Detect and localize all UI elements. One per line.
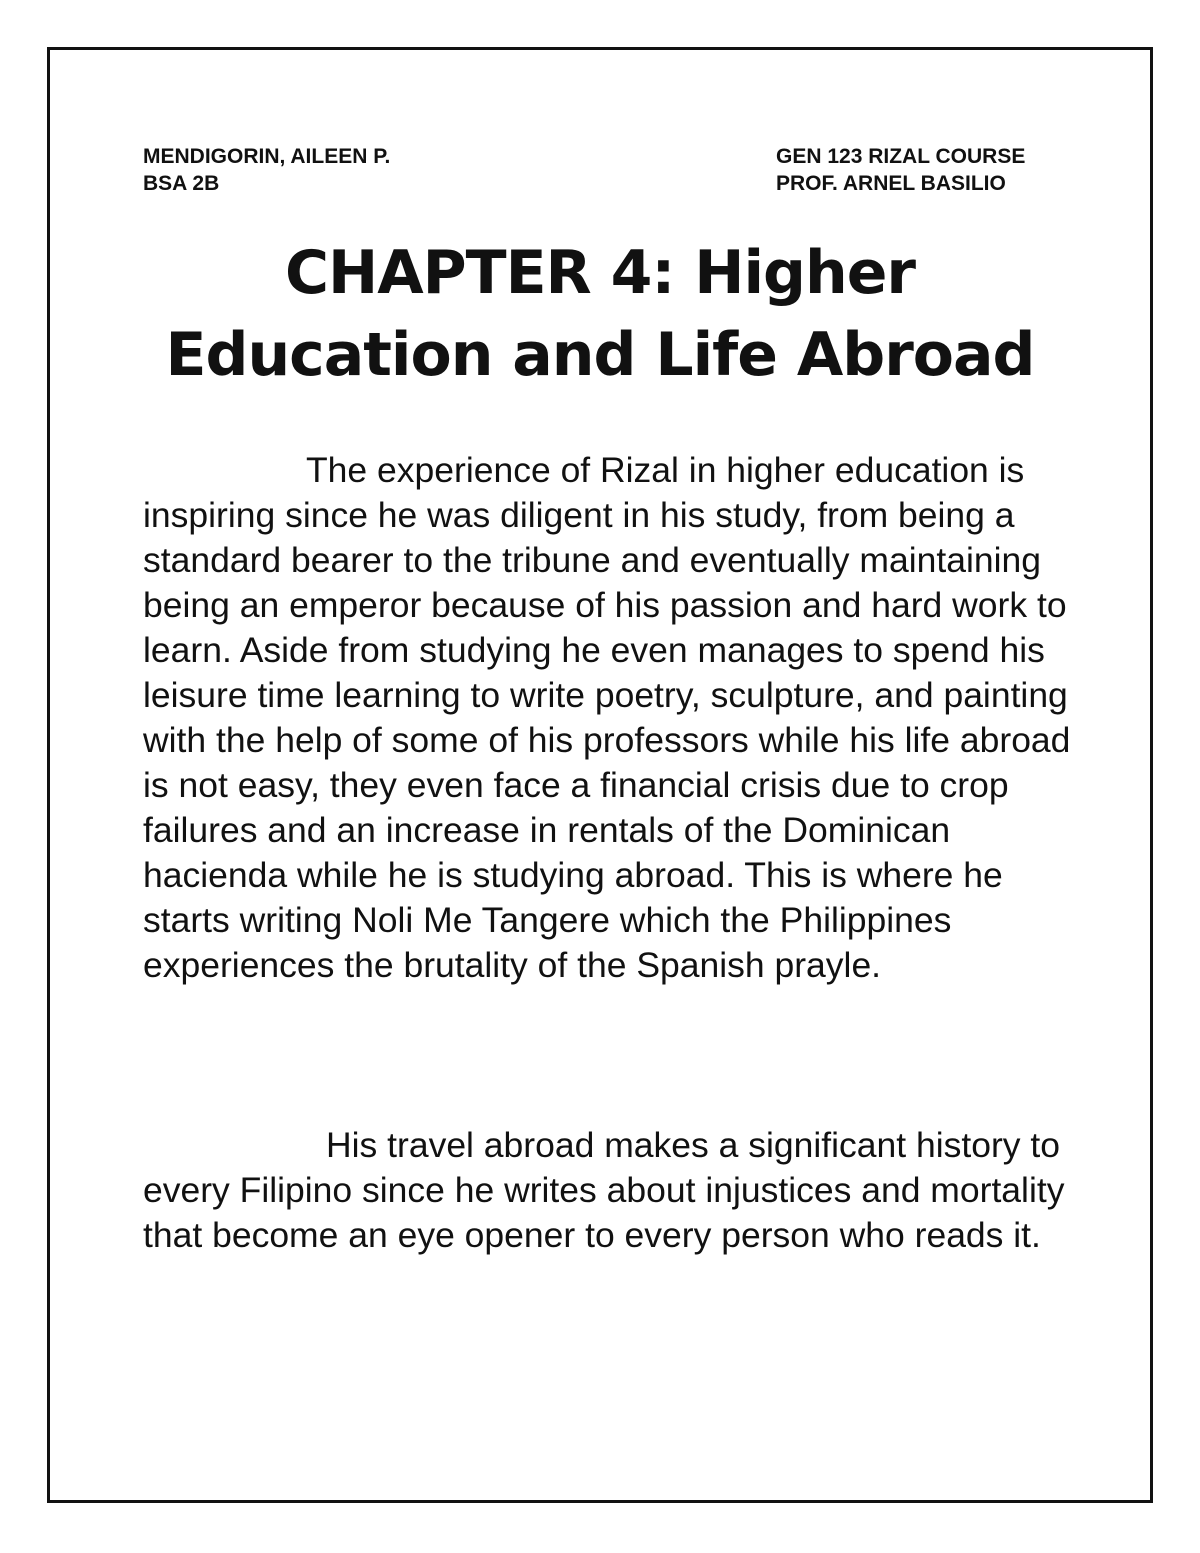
body-paragraph-2: His travel abroad makes a significant history to every Filipino since he writes about injustices and mortality that become an eye opener to every person who reads it. [143, 1125, 1065, 1255]
student-info [143, 143, 390, 197]
professor-name: PROF. ARNEL BASILIO [776, 172, 1006, 195]
title-line-2: Education and Life Abroad [165, 320, 1035, 390]
student-section: BSA 2B [143, 172, 220, 195]
title-line-1: CHAPTER 4: Higher [284, 238, 916, 308]
body-paragraph-1: The experience of Rizal in higher education is inspiring since he was diligent in his study, from being a standard bearer to the tribune and eventually maintaining being an emperor because of his passion and hard work to learn. Aside from studying he even manages to spend his leisure time learning to write poetry, sculpture, and painting with the help of some of his professors while his life abroad is not easy, they even face a financial crisis due to crop failures and an increase in rentals of the Dominican hacienda while he is studying abroad. This is where he starts writing Noli Me Tangere which the Philippines experiences the brutality of the Spanish prayle. [143, 450, 1071, 985]
course-name: GEN 123 RIZAL COURSE [776, 145, 1026, 168]
document-title [100, 232, 1100, 396]
course-info [776, 143, 1025, 197]
student-name: MENDIGORIN, AILEEN P. [143, 145, 391, 168]
